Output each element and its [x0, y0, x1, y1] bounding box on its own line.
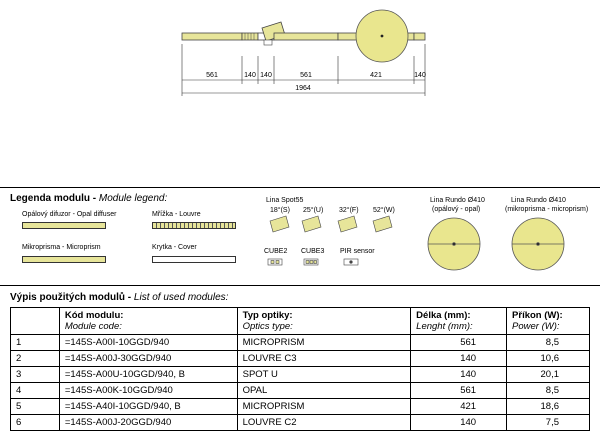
- col-code-header: Kód modulu: Module code:: [59, 308, 237, 335]
- legend-microprism-swatch: [22, 256, 106, 263]
- row-index: 3: [11, 367, 60, 383]
- row-length: 140: [411, 351, 507, 367]
- legend-rundo-micro-title: Lina Rundo Ø410: [511, 197, 566, 204]
- row-power: 8,5: [507, 335, 590, 351]
- dim-2: 140: [244, 72, 256, 79]
- module-4-bar: [274, 33, 338, 40]
- legend-spot-angle-u: 25°(U): [303, 207, 324, 214]
- row-code: =145S-A00U-10GGD/940, B: [59, 367, 237, 383]
- row-power: 10,6: [507, 351, 590, 367]
- row-optics: SPOT U: [237, 367, 411, 383]
- dim-3: 140: [260, 72, 272, 79]
- dim-6: 140: [414, 72, 426, 79]
- row-code: =145S-A00J-30GGD/940: [59, 351, 237, 367]
- module-2-louvre: [242, 33, 258, 40]
- modules-title: Výpis použitých modulů - List of used modules:: [10, 292, 229, 303]
- row-optics: OPAL: [237, 383, 411, 399]
- table-header-row: [11, 308, 590, 335]
- legend-rundo-discs: [428, 218, 564, 270]
- row-length: 561: [411, 383, 507, 399]
- row-index: 1: [11, 335, 60, 351]
- table-row: [11, 415, 590, 431]
- module-1-bar: [182, 33, 242, 40]
- row-power: 20,1: [507, 367, 590, 383]
- row-power: 18,6: [507, 399, 590, 415]
- row-optics: LOUVRE C3: [237, 351, 411, 367]
- legend-title: Legenda modulu - Module legend:: [10, 193, 168, 204]
- row-optics: MICROPRISM: [237, 335, 411, 351]
- row-length: 421: [411, 399, 507, 415]
- dim-4: 561: [300, 72, 312, 79]
- table-row: [11, 399, 590, 415]
- legend-spot-title: Lina Spot55: [266, 197, 304, 204]
- col-index-header: [11, 308, 60, 335]
- legend-cube3-label: CUBE3: [301, 248, 325, 255]
- dim-total: 1964: [295, 85, 311, 92]
- dim-5: 421: [370, 72, 382, 79]
- dim-1: 561: [206, 72, 218, 79]
- legend-cube2-label: CUBE2: [264, 248, 288, 255]
- table-row: [11, 351, 590, 367]
- legend-opal-label: Opálový difuzor - Opal diffuser: [22, 211, 117, 218]
- row-index: 2: [11, 351, 60, 367]
- row-optics: MICROPRISM: [237, 399, 411, 415]
- row-index: 4: [11, 383, 60, 399]
- row-power: 8,5: [507, 383, 590, 399]
- legend-cube-icons: [268, 259, 358, 265]
- legend-pir-label: PIR sensor: [340, 248, 375, 255]
- row-power: 7,5: [507, 415, 590, 431]
- legend-louvre-label: Mřížka - Louvre: [152, 211, 201, 218]
- table-row: [11, 335, 590, 351]
- legend-top-rule: [0, 187, 600, 188]
- legend-spot-angle-w: 52°(W): [373, 207, 395, 214]
- legend-louvre-swatch: [152, 222, 236, 229]
- row-length: 561: [411, 335, 507, 351]
- row-index: 6: [11, 415, 60, 431]
- legend-spot-angle-s: 18°(S): [270, 207, 290, 214]
- legend-opal-swatch: [22, 222, 106, 229]
- table-row: [11, 383, 590, 399]
- col-length-header: Délka (mm): Lenght (mm):: [411, 308, 507, 335]
- table-row: [11, 367, 590, 383]
- legend-spot-angle-f: 32°(F): [339, 207, 359, 214]
- legend-cover-swatch: [152, 256, 236, 263]
- row-code: =145S-A40I-10GGD/940, B: [59, 399, 237, 415]
- row-index: 5: [11, 399, 60, 415]
- row-optics: LOUVRE C2: [237, 415, 411, 431]
- row-code: =145S-A00I-10GGD/940: [59, 335, 237, 351]
- legend-spot-icons: [270, 216, 392, 232]
- legend-rundo-micro-sub: (mikroprisma - microprism): [505, 206, 589, 213]
- legend-microprism-label: Mikroprisma - Microprism: [22, 244, 101, 251]
- row-code: =145S-A00K-10GGD/940: [59, 383, 237, 399]
- modules-top-rule: [0, 285, 600, 286]
- col-optics-header: Typ optiky: Optics type:: [237, 308, 411, 335]
- row-code: =145S-A00J-20GGD/940: [59, 415, 237, 431]
- legend-rundo-opal-title: Lina Rundo Ø410: [430, 197, 485, 204]
- module-6-bar: [414, 33, 425, 40]
- legend-cover-label: Krytka - Cover: [152, 244, 197, 251]
- row-length: 140: [411, 367, 507, 383]
- row-length: 140: [411, 415, 507, 431]
- col-power-header: Příkon (W): Power (W):: [507, 308, 590, 335]
- legend-rundo-opal-sub: (opálový - opal): [432, 206, 481, 213]
- modules-table: [10, 307, 590, 431]
